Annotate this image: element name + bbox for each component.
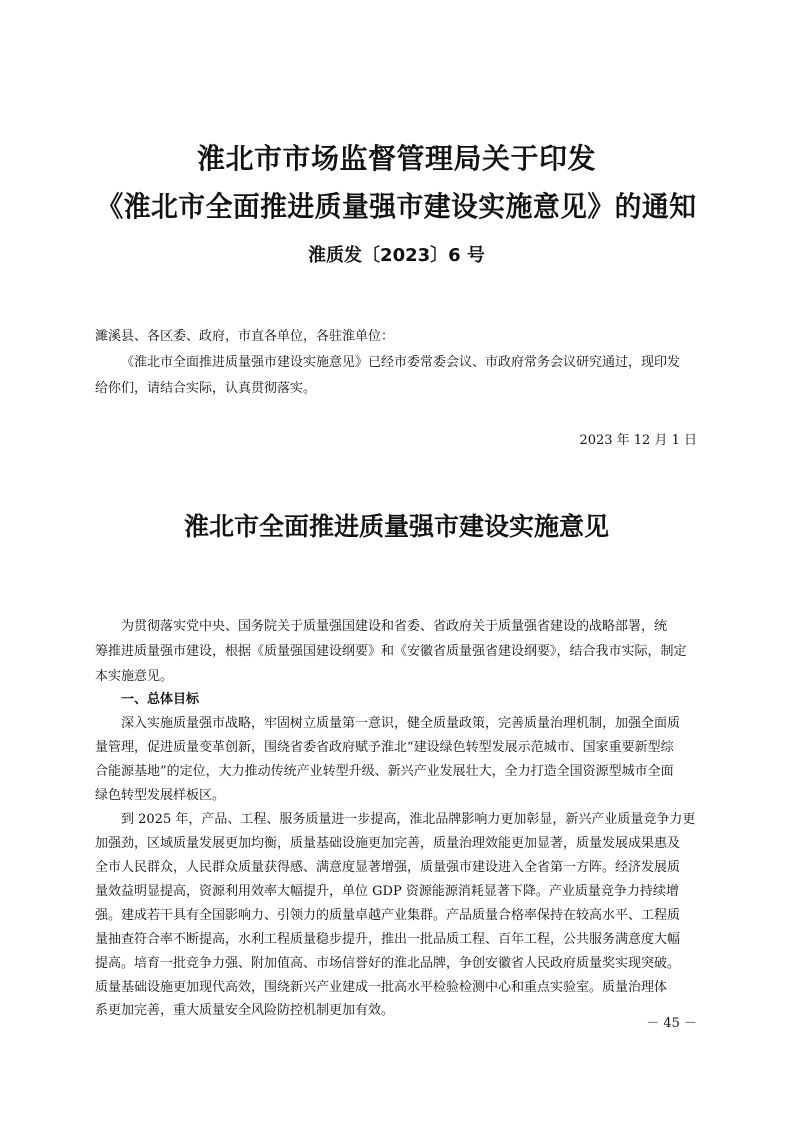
paragraph-line: 强。建成若干具有全国影响力、引领力的质量卓越产业集群。产品质量合格率保持在较高水平、工程质 — [95, 908, 681, 923]
paragraph-line: 绿色转型发展样板区。 — [95, 788, 226, 803]
recipients-line: 濉溪县、各区委、政府，市直各单位，各驻淮单位： — [95, 329, 395, 344]
notice-title-line-2: 《淮北市全面推进质量强市建设实施意见》的通知 — [96, 190, 697, 223]
intro-line: 为贯彻落实党中央、国务院关于质量强国建设和省委、省政府关于质量强省建设的战略部署，统 — [121, 619, 668, 634]
paragraph-line: 合能源基地”的定位，大力推动传统产业转型升级、新兴产业发展壮大，全力打造全国资源型城市全面 — [95, 764, 674, 779]
paragraph-line: 量效益明显提高，资源利用效率大幅提升，单位 GDP 资源能源消耗显著下降。产业质量竞争力持续增 — [95, 884, 679, 899]
page-number: － 45 － — [646, 1016, 697, 1031]
paragraph-line: 提高。培育一批竞争力强、附加值高、市场信誉好的淮北品牌，争创安徽省人民政府质量奖实现突破。 — [95, 956, 681, 971]
paragraph-line: 质量基础设施更加现代高效，围绕新兴产业建成一批高水平检验检测中心和重点实验室。质量治理体 — [95, 980, 668, 995]
paragraph-line: 量管理，促进质量变革创新，围绕省委省政府赋予淮北“建设绿色转型发展示范城市、国家重要新型综 — [95, 740, 674, 755]
section-heading: 一、总体目标 — [121, 692, 200, 707]
paragraph-line: 加强劲，区域质量发展更加均衡，质量基础设施更加完善，质量治理效能更加显著，质量发展成果惠及 — [95, 836, 681, 851]
notice-body-line: 《淮北市全面推进质量强市建设实施意见》已经市委常委会议、市政府常务会议研究通过，现印发 — [121, 355, 681, 370]
paragraph-line: 系更加完善，重大质量安全风险防控机制更加有效。 — [95, 1003, 395, 1018]
paragraph-line: 深入实施质量强市战略，牢固树立质量第一意识，健全质量政策，完善质量治理机制，加强全面质 — [121, 716, 681, 731]
document-number: 淮质发〔2023〕6 号 — [308, 245, 485, 266]
paragraph-line: 到 2025 年，产品、工程、服务质量进一步提高，淮北品牌影响力更加彰显，新兴产业质量竞争力更 — [121, 812, 696, 827]
paragraph-line: 全市人民群众，人民群众质量获得感、满意度显著增强，质量强市建设进入全省第一方阵。经济发展质 — [95, 860, 681, 875]
notice-title-line-1: 淮北市市场监督管理局关于印发 — [196, 142, 596, 175]
notice-date: 2023 年 12 月 1 日 — [579, 433, 697, 448]
intro-line: 筹推进质量强市建设，根据《质量强国建设纲要》和《安徽省质量强省建设纲要》，结合我市实际，制定 — [95, 644, 687, 659]
intro-line: 本实施意见。 — [95, 669, 174, 684]
paragraph-line: 量抽查符合率不断提高，水利工程质量稳步提升，推出一批品质工程、百年工程，公共服务满意度大幅 — [95, 932, 681, 947]
notice-body-line: 给你们，请结合实际，认真贯彻落实。 — [95, 381, 317, 396]
opinion-title: 淮北市全面推进质量强市建设实施意见 — [183, 512, 609, 541]
